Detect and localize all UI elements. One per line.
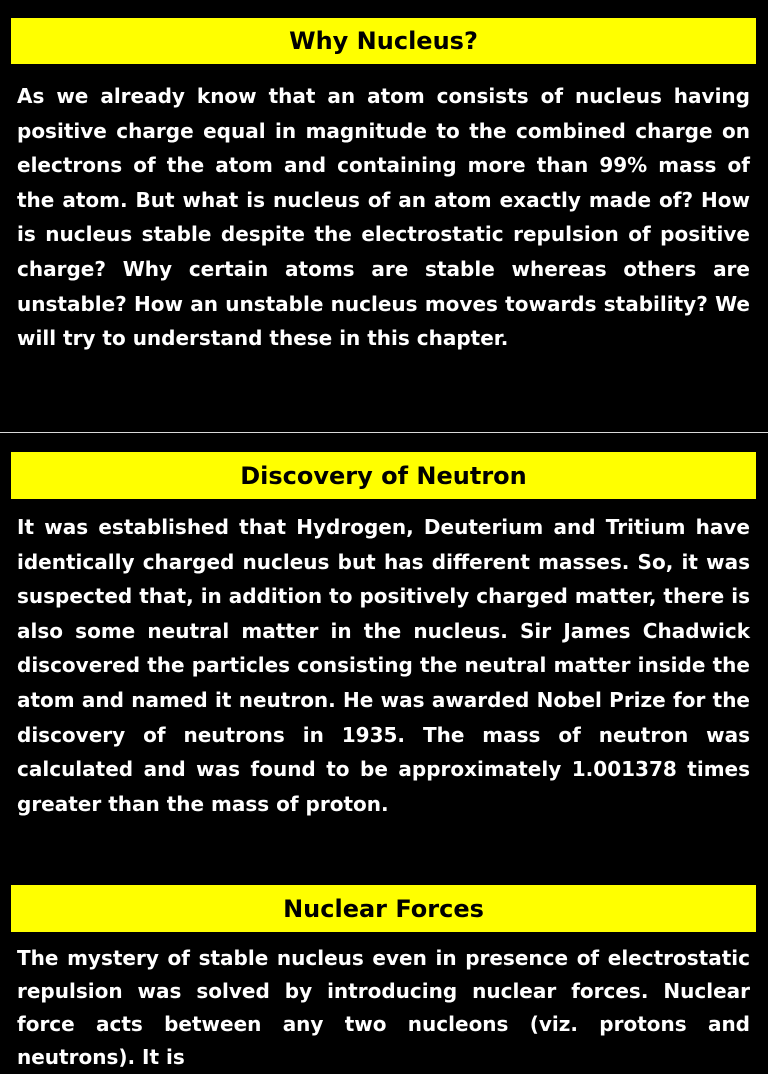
section-title-text: Why Nucleus? [289,27,478,55]
section-title-why-nucleus [11,18,756,64]
section-body-nuclear-forces: The mystery of stable nucleus even in presence of electrostatic repulsion was solved by introducing nuclear forces. Nuclear force acts between any two nucleons (viz. protons and neutrons). It is [17,946,750,1069]
section-body-why-nucleus: As we already know that an atom consists of nucleus having positive charge equal in magnitude to the combined charge on electrons of the atom and containing more than 99% mass of the atom. But what is nucleus of an atom exactly made of? How is nucleus stable despite the electrostatic repulsion of positive charge? Why certain atoms are stable whereas others are unstable? How an unstable nucleus moves towards stability? We will try to understand these in this chapter. [17,84,750,351]
section-body-discovery-of-neutron: It was established that Hydrogen, Deuterium and Tritium have identically charged nucleus but has different masses. So, it was suspected that, in addition to positively charged matter, there is also some neutral matter in the nucleus. Sir James Chadwick discovered the particles consisting the neutral matter inside the atom and named it neutron. He was awarded Nobel Prize for the discovery of neutrons in 1935. The mass of neutron was calculated and was found to be approximately 1.001378 times greater than the mass of proton. [17,515,750,816]
section-title-discovery-of-neutron [11,452,756,499]
section-title-text: Discovery of Neutron [240,461,527,490]
section-title-text: Nuclear Forces [283,894,484,923]
section-divider [0,432,768,433]
section-title-nuclear-forces [11,885,756,932]
